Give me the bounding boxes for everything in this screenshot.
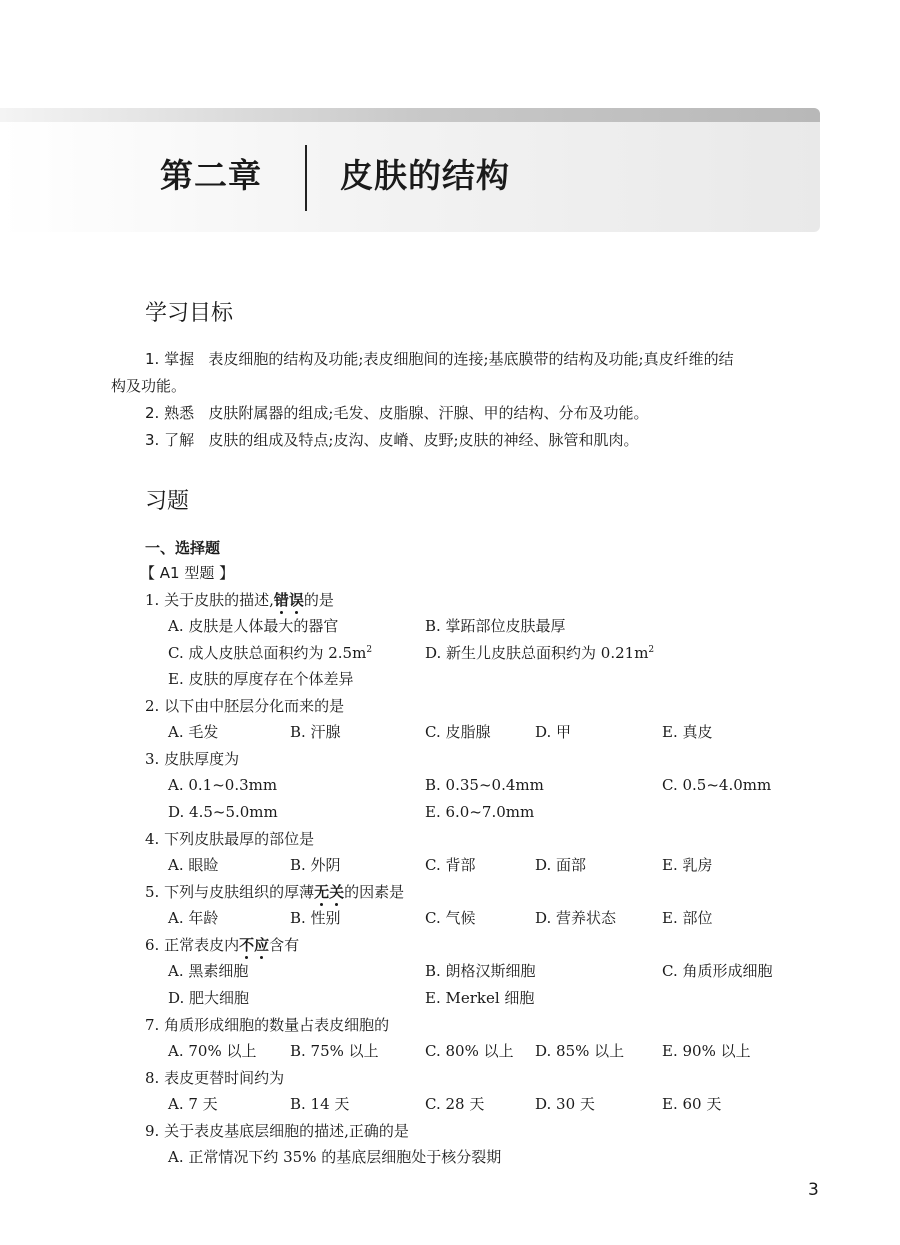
option: B. 外阴 bbox=[290, 856, 341, 874]
objective-1: 1. 掌握 表皮细胞的结构及功能;表皮细胞间的连接;基底膜带的结构及功能;真皮纤维的结 bbox=[145, 350, 734, 368]
question-7-stem: 7. 角质形成细胞的数量占表皮细胞的 bbox=[145, 1016, 390, 1034]
option: A. 黑素细胞 bbox=[168, 962, 249, 980]
option: B. 性别 bbox=[290, 909, 341, 927]
chapter-divider bbox=[305, 145, 307, 211]
question-type-label: 【 A1 型题 】 bbox=[140, 564, 235, 582]
option: C. 气候 bbox=[425, 909, 476, 927]
question-1-stem: 1. 关于皮肤的描述,错误的是 bbox=[145, 591, 334, 609]
option: C. 0.5~4.0mm bbox=[662, 776, 772, 794]
option: E. 90% 以上 bbox=[662, 1042, 751, 1060]
option: A. 正常情况下约 35% 的基底层细胞处于核分裂期 bbox=[168, 1148, 502, 1166]
question-6-stem: 6. 正常表皮内不应含有 bbox=[145, 936, 300, 954]
option: A. 年龄 bbox=[168, 909, 219, 927]
objective-level: 掌握 bbox=[164, 350, 195, 368]
option: E. 60 天 bbox=[662, 1095, 722, 1113]
option: A. 眼睑 bbox=[168, 856, 219, 874]
chapter-title: 皮肤的结构 bbox=[340, 156, 510, 195]
option: A. 0.1~0.3mm bbox=[168, 776, 278, 794]
option: D. 肥大细胞 bbox=[168, 989, 250, 1007]
objective-1-cont: 构及功能。 bbox=[111, 377, 187, 395]
option: D. 面部 bbox=[535, 856, 587, 874]
question-2-stem: 2. 以下由中胚层分化而来的是 bbox=[145, 697, 345, 715]
question-5-stem: 5. 下列与皮肤组织的厚薄无关的因素是 bbox=[145, 883, 405, 901]
option: D. 营养状态 bbox=[535, 909, 617, 927]
option: C. 成人皮肤总面积约为 $2.5m^2$ bbox=[168, 644, 373, 662]
page-number: 3 bbox=[808, 1180, 819, 1200]
objective-level: 熟悉 bbox=[164, 404, 195, 422]
option: E. 部位 bbox=[662, 909, 713, 927]
option: B. 朗格汉斯细胞 bbox=[425, 962, 536, 980]
objectives-heading: 学习目标 bbox=[145, 301, 234, 326]
option: C. 28 天 bbox=[425, 1095, 485, 1113]
objective-2: 2. 熟悉 皮肤附属器的组成;毛发、皮脂腺、汗腺、甲的结构、分布及功能。 bbox=[145, 404, 649, 422]
exercises-heading: 习题 bbox=[145, 489, 190, 514]
option: B. 75% 以上 bbox=[290, 1042, 379, 1060]
section-title: 一、选择题 bbox=[145, 539, 221, 557]
objective-level: 了解 bbox=[164, 431, 195, 449]
question-8-stem: 8. 表皮更替时间约为 bbox=[145, 1069, 285, 1087]
option: C. 角质形成细胞 bbox=[662, 962, 773, 980]
option: E. 皮肤的厚度存在个体差异 bbox=[168, 670, 354, 688]
emphasis-mark: 误 bbox=[288, 591, 304, 609]
option: B. 0.35~0.4mm bbox=[425, 776, 544, 794]
option: D. 甲 bbox=[535, 723, 572, 741]
question-4-stem: 4. 下列皮肤最厚的部位是 bbox=[145, 830, 315, 848]
emphasis-mark: 关 bbox=[329, 883, 345, 901]
option: A. 70% 以上 bbox=[168, 1042, 257, 1060]
chapter-number: 第二章 bbox=[160, 156, 262, 195]
emphasis-mark: 无 bbox=[314, 883, 330, 901]
option: D. 30 天 bbox=[535, 1095, 595, 1113]
option: E. 真皮 bbox=[662, 723, 713, 741]
option: D. 85% 以上 bbox=[535, 1042, 625, 1060]
option: B. 14 天 bbox=[290, 1095, 350, 1113]
option: A. 7 天 bbox=[168, 1095, 218, 1113]
option: B. 汗腺 bbox=[290, 723, 341, 741]
option: E. 6.0~7.0mm bbox=[425, 803, 535, 821]
option: E. Merkel 细胞 bbox=[425, 989, 535, 1007]
question-3-stem: 3. 皮肤厚度为 bbox=[145, 750, 240, 768]
emphasis-mark: 错 bbox=[273, 591, 289, 609]
objective-3: 3. 了解 皮肤的组成及特点;皮沟、皮嵴、皮野;皮肤的神经、脉管和肌肉。 bbox=[145, 431, 639, 449]
emphasis-mark: 应 bbox=[254, 936, 270, 954]
option: C. 背部 bbox=[425, 856, 476, 874]
option: E. 乳房 bbox=[662, 856, 713, 874]
option: B. 掌跖部位皮肤最厚 bbox=[425, 617, 566, 635]
question-9-stem: 9. 关于表皮基底层细胞的描述,正确的是 bbox=[145, 1122, 409, 1140]
option: C. 皮脂腺 bbox=[425, 723, 491, 741]
option: C. 80% 以上 bbox=[425, 1042, 514, 1060]
emphasis-mark: 不 bbox=[239, 936, 255, 954]
option: A. 毛发 bbox=[168, 723, 219, 741]
option: D. 新生儿皮肤总面积约为 $0.21m^2$ bbox=[425, 644, 655, 662]
option: A. 皮肤是人体最大的器官 bbox=[168, 617, 339, 635]
option: D. 4.5~5.0mm bbox=[168, 803, 278, 821]
